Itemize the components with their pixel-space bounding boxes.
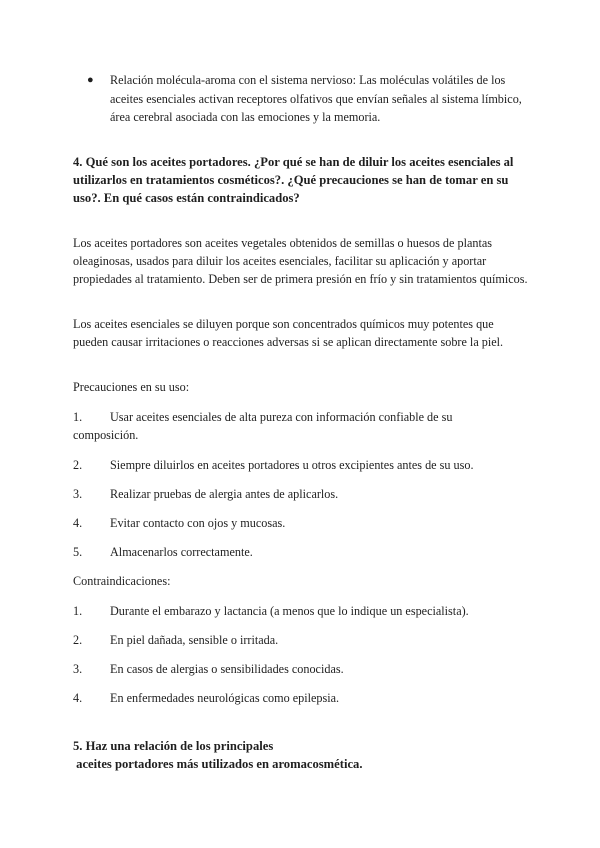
- list-item-number: 1.: [73, 604, 83, 618]
- precautions-label: Precauciones en su uso:: [73, 380, 190, 394]
- paragraph-carrier-oils: Los aceites portadores son aceites vegetales obtenidos de semillas o huesos de plantas oleaginosas, usados para diluir los aceites esenciales, facilitar su aplicación y aportar propiedades al tratamiento. Deben ser de primera presión en frío y sin tratamientos químicos.: [73, 236, 528, 286]
- list-item-text: Evitar contacto con ojos y mucosas.: [110, 516, 286, 530]
- paragraph-dilution: Los aceites esenciales se diluyen porque son concentrados químicos muy potentes que pueden causar irritaciones o reacciones adversas si se aplican directamente sobre la piel.: [73, 317, 504, 349]
- list-item-number: 1.: [73, 410, 83, 424]
- list-item-number: 3.: [73, 662, 83, 676]
- list-item-text: En piel dañada, sensible o irritada.: [110, 633, 279, 647]
- list-item-text: En casos de alergias o sensibilidades conocidas.: [110, 662, 344, 676]
- section-5-heading-line1: 5. Haz una relación de los principales: [73, 739, 274, 753]
- list-item-number: 2.: [73, 633, 83, 647]
- list-item-number: 3.: [73, 487, 83, 501]
- list-item-text: Almacenarlos correctamente.: [110, 545, 253, 559]
- section-5-heading-line2: aceites portadores más utilizados en aromacosmética.: [73, 757, 363, 771]
- list-item-number: 2.: [73, 458, 83, 472]
- list-item-text: 1. Usar aceites esenciales de alta pureza con información confiable de su composición.: [73, 410, 453, 442]
- bullet-text: Relación molécula-aroma con el sistema nervioso: Las moléculas volátiles de los aceites esenciales activan receptores olfativos que envían señales al sistema límbico, área cerebral asociada con las emociones y la memoria.: [110, 73, 522, 124]
- list-item-text: Siempre diluirlos en aceites portadores u otros excipientes antes de su uso.: [110, 458, 474, 472]
- list-item-text: Realizar pruebas de alergia antes de aplicarlos.: [110, 487, 339, 501]
- bullet-icon: ●: [87, 74, 94, 86]
- list-item-number: 5.: [73, 545, 83, 559]
- list-item-text: Durante el embarazo y lactancia (a menos que lo indique un especialista).: [110, 604, 469, 618]
- section-5-heading: [73, 737, 533, 773]
- section-4-heading: 4. Qué son los aceites portadores. ¿Por qué se han de diluir los aceites esenciales al utilizarlos en tratamientos cosméticos?. ¿Qué precauciones se han de tomar en su uso?. En qué casos están contraindicados?: [73, 155, 514, 205]
- list-item-number: 4.: [73, 516, 83, 530]
- list-item-number: 4.: [73, 691, 83, 705]
- contraindications-label: Contraindicaciones:: [73, 574, 171, 588]
- list-item-text: En enfermedades neurológicas como epilepsia.: [110, 691, 340, 705]
